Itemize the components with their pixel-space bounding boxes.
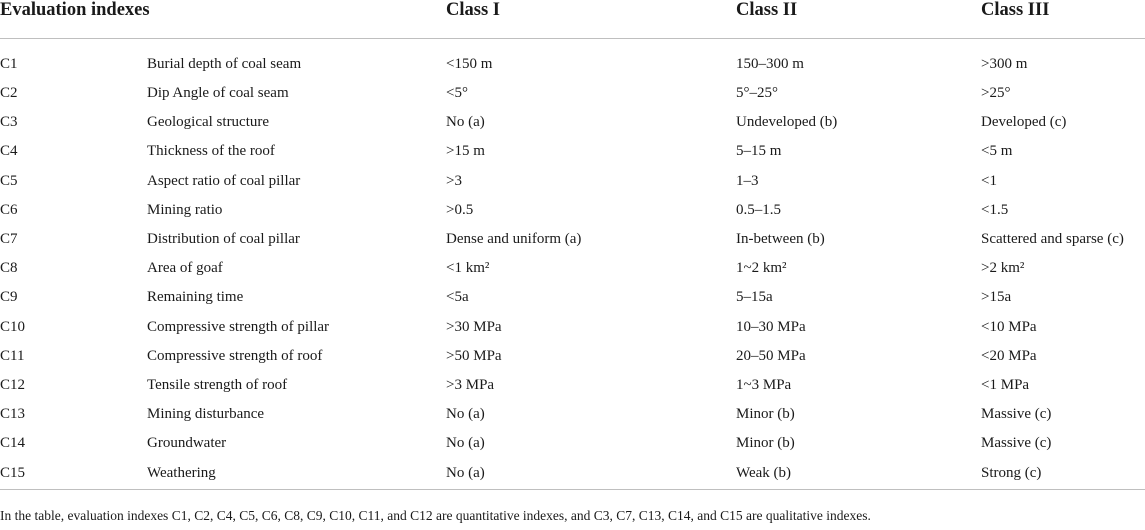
class-iii-value: <20 MPa	[981, 347, 1037, 364]
class-ii-value: 5–15a	[736, 289, 773, 306]
index-name: Compressive strength of pillar	[147, 318, 330, 335]
header-class-ii: Class II	[736, 0, 981, 39]
index-id: C14	[0, 435, 26, 452]
index-id: C13	[0, 406, 26, 423]
table-row	[0, 313, 1145, 342]
table-row	[0, 137, 1145, 166]
index-name: Compressive strength of roof	[147, 347, 323, 364]
class-iii-value: Massive (c)	[981, 406, 1052, 423]
class-iii-value: >300 m	[981, 55, 1028, 72]
class-i-value: <5a	[446, 289, 469, 306]
class-iii-value: <1 MPa	[981, 376, 1030, 393]
table-row	[0, 167, 1145, 196]
index-name: Mining disturbance	[147, 406, 265, 423]
table-row	[0, 400, 1145, 429]
class-ii-value: Minor (b)	[736, 406, 795, 423]
index-id: C2	[0, 85, 18, 102]
index-id: C12	[0, 376, 26, 393]
index-name: Remaining time	[147, 289, 244, 306]
table-row	[0, 108, 1145, 137]
class-i-value: No (a)	[446, 114, 485, 131]
table-row	[0, 429, 1145, 458]
index-name: Thickness of the roof	[147, 143, 275, 160]
table-row	[0, 371, 1145, 400]
class-i-value: Dense and uniform (a)	[446, 231, 582, 248]
index-id: C3	[0, 114, 18, 131]
class-ii-value: In-between (b)	[736, 231, 825, 248]
table-body	[0, 39, 1145, 490]
class-ii-value: Minor (b)	[736, 435, 795, 452]
class-iii-value: Strong (c)	[981, 458, 1145, 490]
class-ii-value: 10–30 MPa	[736, 318, 806, 335]
class-iii-value: <1	[981, 172, 997, 189]
class-i-value: >15 m	[446, 143, 485, 160]
index-name: Area of goaf	[147, 260, 223, 277]
index-id: C10	[0, 318, 26, 335]
class-ii-value: 20–50 MPa	[736, 347, 806, 364]
index-id: C9	[0, 289, 18, 306]
index-name: Burial depth of coal seam	[147, 55, 302, 72]
class-iii-value: Scattered and sparse (c)	[981, 231, 1124, 248]
class-ii-value: Weak (b)	[736, 458, 981, 490]
index-name: Aspect ratio of coal pillar	[147, 172, 301, 189]
index-name: Weathering	[147, 458, 446, 490]
index-name: Tensile strength of roof	[147, 376, 288, 393]
class-iii-value: Massive (c)	[981, 435, 1052, 452]
class-ii-value: 1~3 MPa	[736, 376, 792, 393]
header-evaluation-indexes: Evaluation indexes	[0, 0, 446, 39]
class-iii-value: <10 MPa	[981, 318, 1037, 335]
table-header-row	[0, 0, 1145, 39]
header-class-i: Class I	[446, 0, 736, 39]
class-i-value: >3 MPa	[446, 376, 495, 393]
index-name: Mining ratio	[147, 201, 223, 218]
class-i-value: No (a)	[446, 435, 485, 452]
table-row	[0, 283, 1145, 312]
class-ii-value: 150–300 m	[736, 55, 804, 72]
table-row	[0, 254, 1145, 283]
class-ii-value: 5°–25°	[736, 85, 779, 102]
header-class-iii: Class III	[981, 0, 1145, 39]
class-i-value: >0.5	[446, 201, 474, 218]
class-i-value: >30 MPa	[446, 318, 502, 335]
class-i-value: >3	[446, 172, 462, 189]
index-id: C8	[0, 260, 18, 277]
class-i-value: >50 MPa	[446, 347, 502, 364]
table-row	[0, 39, 1145, 80]
index-name: Dip Angle of coal seam	[147, 85, 289, 102]
index-id: C6	[0, 201, 18, 218]
table-row	[0, 458, 1145, 490]
class-i-value: <1 km²	[446, 260, 490, 277]
class-iii-value: >2 km²	[981, 260, 1025, 277]
index-name: Geological structure	[147, 114, 270, 131]
class-i-value: No (a)	[446, 406, 485, 423]
class-ii-value: 5–15 m	[736, 143, 782, 160]
table-row	[0, 342, 1145, 371]
index-id: C15	[0, 458, 147, 490]
index-id: C1	[0, 55, 18, 72]
index-id: C7	[0, 231, 18, 248]
index-name: Distribution of coal pillar	[147, 231, 300, 248]
class-ii-value: Undeveloped (b)	[736, 114, 838, 131]
table-row	[0, 225, 1145, 254]
table-row	[0, 79, 1145, 108]
class-i-value: No (a)	[446, 458, 736, 490]
class-iii-value: Developed (c)	[981, 114, 1067, 131]
class-iii-value: <5 m	[981, 143, 1013, 160]
table-row	[0, 196, 1145, 225]
class-iii-value: >25°	[981, 85, 1011, 102]
index-id: C11	[0, 347, 25, 364]
index-name: Groundwater	[147, 435, 227, 452]
class-iii-value: >15a	[981, 289, 1012, 306]
class-i-value: <150 m	[446, 55, 493, 72]
index-id: C4	[0, 143, 18, 160]
class-ii-value: 1~2 km²	[736, 260, 787, 277]
class-ii-value: 1–3	[736, 172, 759, 189]
table-footnote: In the table, evaluation indexes C1, C2, C4, C5, C6, C8, C9, C10, C11, and C12 are quantitative indexes, and C3, C7, C13, C14, and C15 are qualitative indexes.	[0, 508, 871, 523]
class-iii-value: <1.5	[981, 201, 1009, 218]
index-id: C5	[0, 172, 18, 189]
class-ii-value: 0.5–1.5	[736, 201, 782, 218]
class-i-value: <5°	[446, 85, 468, 102]
